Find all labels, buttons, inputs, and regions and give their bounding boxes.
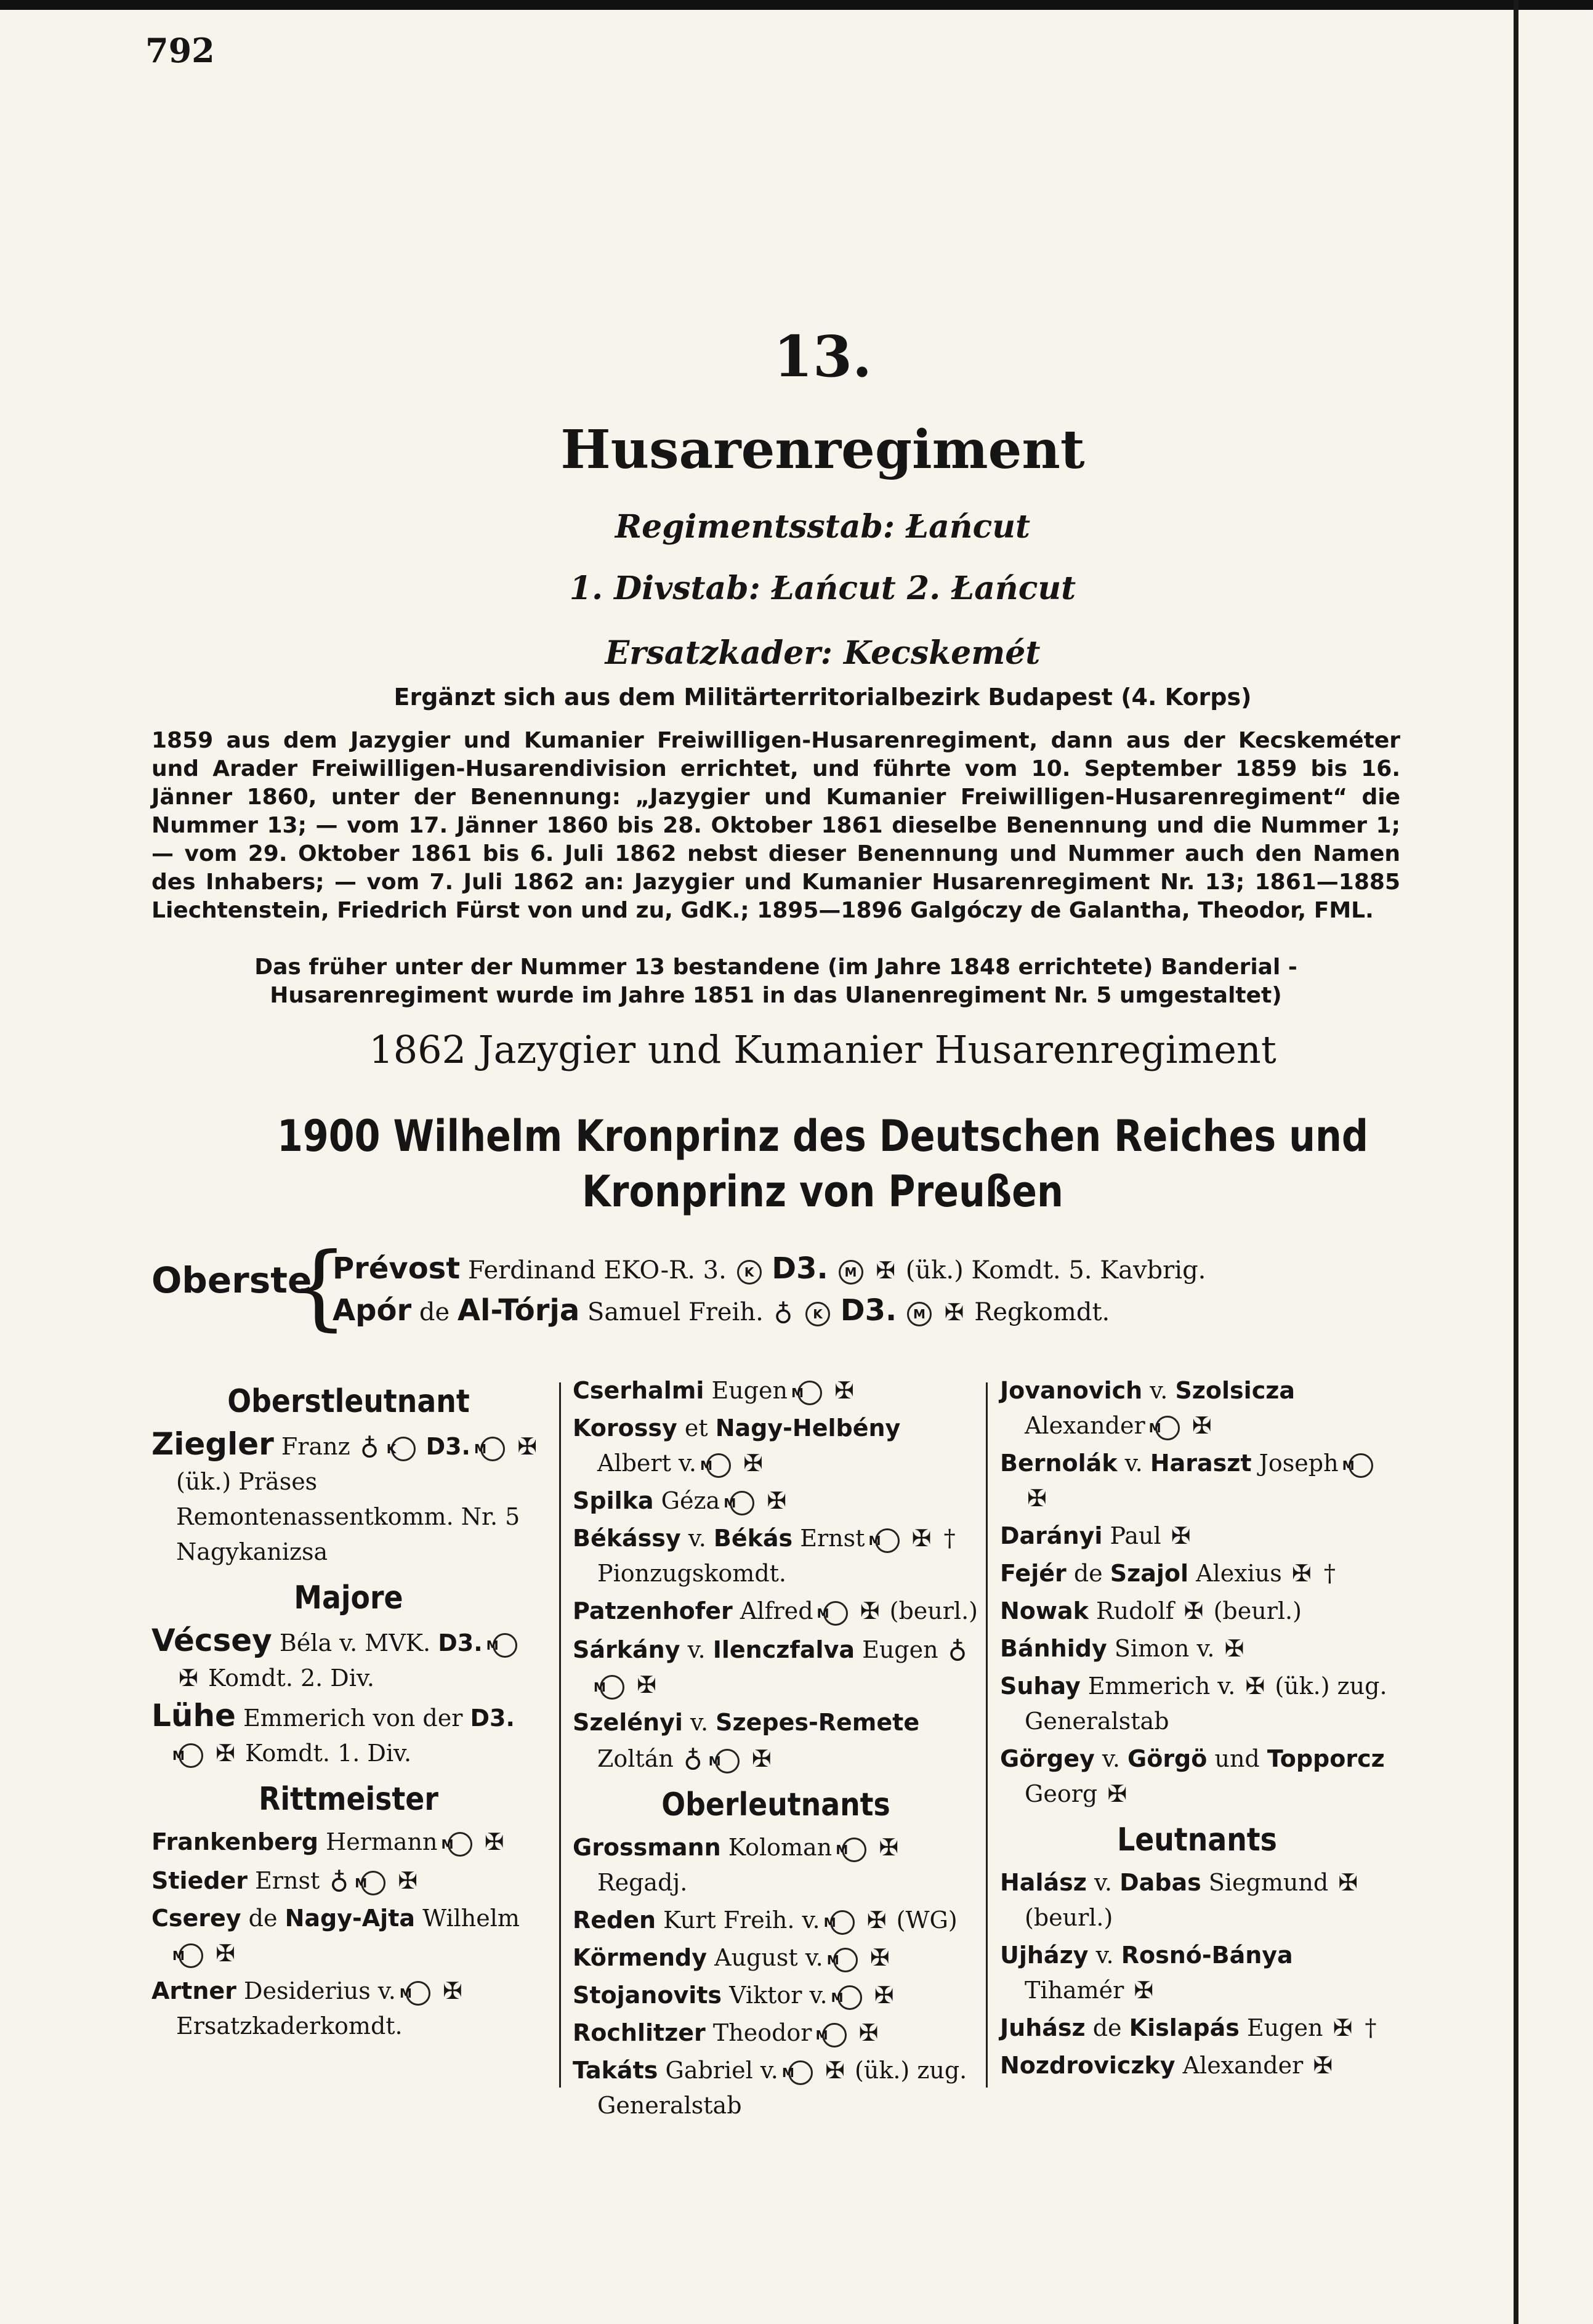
m-medal-icon: M — [788, 2060, 813, 2085]
page-number: 792 — [145, 31, 215, 70]
officer-entry: Ujházy v. Rosnó-Bánya Tihamér ✠ — [1000, 1942, 1293, 2004]
officer-entry: Görgey v. Görgö und Topporcz Georg ✠ — [1000, 1745, 1385, 1807]
cross-icon: ✠ — [866, 1906, 887, 1934]
officer-entry: Darányi Paul ✠ — [1000, 1522, 1191, 1549]
cross-icon: ✠ — [1192, 1412, 1212, 1439]
name-1900: 1900 Wilhelm Kronprinz des Deutschen Reiches und Kronprinz von Preußen — [277, 1111, 1368, 1217]
cross-icon: ✠ — [179, 1664, 198, 1692]
m-medal-icon: M — [823, 1601, 848, 1626]
cross-icon: ✠ — [876, 1257, 896, 1284]
k-medal-icon: K — [391, 1437, 416, 1461]
cross-icon: ✠ — [869, 1944, 890, 1971]
cross-icon: ✠ — [1027, 1485, 1047, 1512]
m-medal-icon: M — [822, 2023, 847, 2048]
officer-entry: Spilka Géza M ✠ — [573, 1487, 787, 1514]
oberst-entry: Apór de Al-Tórja Samuel Freih. ♁ K D3. M ✠ Regkomdt. — [333, 1293, 1110, 1328]
decoration-icon: ♁ — [329, 1865, 349, 1895]
cross-icon: ✠ — [879, 1834, 899, 1861]
m-medal-icon: M — [706, 1453, 731, 1478]
cross-icon: ✠ — [860, 1597, 880, 1624]
dagger-icon: † — [1323, 1560, 1336, 1587]
regiment-number: 13. — [773, 323, 873, 390]
m-medal-icon: M — [493, 1633, 517, 1658]
k-medal-icon: K — [805, 1302, 830, 1326]
cross-icon: ✠ — [1134, 1977, 1154, 2004]
m-medal-icon: M — [833, 1948, 858, 1972]
officer-entry: Ziegler Franz ♁ K D3. M ✠ (ük.) Präses Remontenassentkomm. Nr. 5 Nagykanizsa — [151, 1426, 538, 1565]
column-divider — [559, 1382, 561, 2088]
officer-entry: Fejér de Szajol Alexius ✠ † — [1000, 1560, 1336, 1587]
m-medal-icon: M — [875, 1528, 900, 1553]
officer-entry: Vécsey Béla v. MVK. D3. M ✠ Komdt. 2. Div. — [151, 1623, 546, 1696]
officer-entry: Patzenhofer Alfred M ✠ (beurl.) — [573, 1597, 978, 1624]
decoration-icon: ♁ — [360, 1430, 379, 1461]
officer-entry: Stojanovits Viktor v. M ✠ — [573, 1982, 894, 2009]
officer-entry: Békássy v. Békás Ernst M ✠ † Pionzugskomdt. — [573, 1525, 956, 1587]
m-medal-icon: M — [448, 1832, 472, 1857]
page-top-border — [0, 0, 1593, 10]
section-title: Rittmeister — [259, 1781, 438, 1818]
decoration-icon: ♁ — [683, 1743, 703, 1773]
officer-entry: Bernolák v. Haraszt Joseph M ✠ — [1000, 1446, 1394, 1516]
cross-icon: ✠ — [944, 1299, 964, 1326]
cross-icon: ✠ — [874, 1982, 894, 2009]
officer-entry: Stieder Ernst ♁ M ✠ — [151, 1865, 418, 1895]
officer-entry: Sárkány v. Ilenczfalva Eugen ♁ M ✠ — [573, 1634, 967, 1698]
section-title: Oberleutnants — [661, 1786, 890, 1823]
cross-icon: ✠ — [858, 2019, 879, 2046]
officer-entry: Lühe Emmerich von der D3. M ✠ Komdt. 1. Div. — [151, 1698, 515, 1767]
cross-icon: ✠ — [216, 1740, 235, 1767]
officer-column-1 — [151, 1373, 546, 2046]
cross-icon: ✠ — [637, 1671, 656, 1698]
oberst-entry: Prévost Ferdinand EKO-R. 3. K D3. M ✠ (ük.) Komdt. 5. Kavbrig. — [333, 1251, 1206, 1286]
reserve-cadre: Ersatzkader: Kecskemét — [605, 634, 1041, 672]
officer-entry: Suhay Emmerich v. ✠ (ük.) zug. Generalstab — [1000, 1672, 1387, 1735]
officer-entry: Frankenberg Hermann M ✠ — [151, 1828, 504, 1855]
page-right-border — [1514, 0, 1518, 2324]
m-medal-icon: M — [179, 1943, 203, 1968]
section-title: Leutnants — [1117, 1822, 1277, 1858]
cross-icon: ✠ — [1245, 1672, 1265, 1700]
officer-entry: Rochlitzer Theodor M ✠ — [573, 2019, 879, 2046]
column-divider — [986, 1382, 988, 2088]
cross-icon: ✠ — [398, 1867, 418, 1894]
dagger-icon: † — [1365, 2014, 1377, 2041]
m-medal-icon: M — [406, 1981, 430, 2006]
division-staff: 1. Divstab: Łańcut 2. Łańcut — [569, 570, 1076, 607]
m-medal-icon: M — [480, 1437, 505, 1461]
m-medal-icon: M — [837, 1985, 862, 2010]
m-medal-icon: M — [600, 1675, 624, 1700]
regiment-note: Das früher unter der Nummer 13 bestandene (im Jahre 1848 errichtete) Banderial - Husarenregiment wurde im Jahre 1851 in das Ulanenregiment Nr. 5 umgestaltet) — [254, 954, 1297, 1008]
officer-entry: Bánhidy Simon v. ✠ — [1000, 1635, 1244, 1662]
officer-entry: Nozdroviczky Alexander ✠ — [1000, 2052, 1333, 2079]
m-medal-icon: M — [1349, 1453, 1373, 1478]
cross-icon: ✠ — [1291, 1560, 1312, 1587]
cross-icon: ✠ — [216, 1940, 235, 1967]
regiment-staff: Regimentsstab: Łańcut — [615, 508, 1031, 546]
m-medal-icon: M — [1155, 1416, 1180, 1440]
cross-icon: ✠ — [1333, 2014, 1353, 2041]
cross-icon: ✠ — [484, 1828, 504, 1855]
m-medal-icon: M — [839, 1260, 863, 1285]
officer-entry: Reden Kurt Freih. v. M ✠ (WG) — [573, 1906, 958, 1934]
officer-entry: Takáts Gabriel v. M ✠ (ük.) zug. Generalstab — [573, 2057, 967, 2119]
cross-icon: ✠ — [517, 1433, 538, 1460]
officer-entry: Körmendy August v. M ✠ — [573, 1944, 890, 1971]
cross-icon: ✠ — [751, 1745, 772, 1772]
recruitment-district: Ergänzt sich aus dem Militärterritorialbezirk Budapest (4. Korps) — [393, 684, 1252, 711]
cross-icon: ✠ — [443, 1977, 462, 2004]
m-medal-icon: M — [361, 1871, 385, 1895]
oberste-label: Oberste — [151, 1259, 312, 1301]
cross-icon: ✠ — [1224, 1635, 1244, 1662]
m-medal-icon: M — [907, 1302, 932, 1326]
cross-icon: ✠ — [1184, 1597, 1204, 1624]
cross-icon: ✠ — [743, 1450, 763, 1477]
cross-icon: ✠ — [767, 1487, 787, 1514]
section-title: Oberstleutnant — [227, 1383, 470, 1420]
m-medal-icon: M — [842, 1838, 866, 1862]
cross-icon: ✠ — [1338, 1869, 1358, 1896]
officer-entry: Szelényi v. Szepes-Remete Zoltán ♁ M ✠ — [573, 1709, 920, 1773]
m-medal-icon: M — [715, 1749, 740, 1773]
regiment-history: 1859 aus dem Jazygier und Kumanier Freiwilligen-Husarenregiment, dann aus der Kecskeméter und Arader Freiwilligen-Husarendivision errichtet, und führte vom 10. September 1859 bis 16. Jänner 1860, unter der Benennung: „Jazygier und Kumanier Freiwilligen-Husarenregiment“ die Nummer 13; — vom 17. Jänner 1860 bis 28. Oktober 1861 dieselbe Benennung und die Nummer 1; — vom 29. Oktober 1861 bis 6. Juli 1862 nebst dieser Benennung und Nummer auch den Namen des Inhabers; — vom 7. Juli 1862 an: Jazygier und Kumanier Husarenregiment Nr. 13; 1861—1885 Liechtenstein, Friedrich Fürst von und zu, GdK.; 1895—1896 Galgóczy de Galantha, Theodor, FML. — [151, 728, 1400, 923]
dagger-icon: † — [943, 1525, 956, 1552]
officer-entry: Grossmann Koloman M ✠ Regadj. — [573, 1834, 899, 1896]
officer-entry: Korossy et Nagy-Helbény Albert v. M ✠ — [573, 1414, 901, 1477]
decoration-icon: ♁ — [773, 1296, 793, 1326]
m-medal-icon: M — [730, 1491, 754, 1515]
officer-entry: Cserey de Nagy-Ajta Wilhelm M ✠ — [151, 1905, 520, 1967]
cross-icon: ✠ — [1313, 2052, 1333, 2079]
officer-entry: Juhász de Kislapás Eugen ✠ † — [1000, 2014, 1377, 2041]
decoration-icon: ♁ — [948, 1634, 967, 1664]
cross-icon: ✠ — [1107, 1780, 1127, 1807]
officer-name: Prévost — [333, 1251, 461, 1286]
cross-icon: ✠ — [911, 1525, 932, 1552]
cross-icon: ✠ — [1171, 1522, 1191, 1549]
m-medal-icon: M — [179, 1743, 203, 1768]
officer-name: Apór — [333, 1293, 412, 1328]
officer-entry: Jovanovich v. Szolsicza Alexander M ✠ — [1000, 1377, 1295, 1439]
section-title: Majore — [294, 1580, 403, 1616]
k-medal-icon: K — [737, 1260, 762, 1285]
officer-entry: Halász v. Dabas Siegmund ✠ (beurl.) — [1000, 1869, 1358, 1931]
officer-entry: Artner Desiderius v. M ✠ Ersatzkaderkomdt. — [151, 1977, 462, 2040]
brace-icon: { — [289, 1233, 349, 1341]
officer-entry: Nowak Rudolf ✠ (beurl.) — [1000, 1597, 1302, 1624]
cross-icon: ✠ — [825, 2057, 845, 2084]
regiment-title: Husarenregiment — [560, 419, 1085, 481]
officer-column-2 — [573, 1373, 979, 2126]
name-1862: 1862 Jazygier und Kumanier Husarenregiment — [369, 1027, 1276, 1072]
cross-icon: ✠ — [834, 1377, 854, 1404]
officer-column-3 — [1000, 1373, 1394, 2086]
m-medal-icon: M — [797, 1381, 822, 1405]
officer-entry: Cserhalmi Eugen M ✠ — [573, 1377, 854, 1404]
m-medal-icon: M — [830, 1910, 855, 1935]
